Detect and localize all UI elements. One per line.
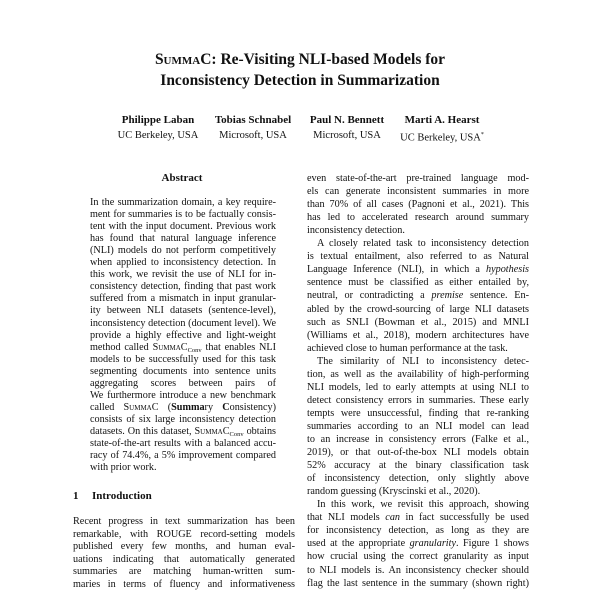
text-line: consists of six large inconsistency detection bbox=[90, 413, 276, 425]
text-segment: neutral, or contradicting a bbox=[307, 290, 432, 302]
text-line: achieved close to human performance at the task. bbox=[307, 342, 508, 354]
text-segment: obtains bbox=[243, 425, 276, 437]
text-line: with prior work. bbox=[90, 462, 157, 474]
text-line: NLI models, led to early attempts at using NLI to bbox=[307, 381, 529, 393]
text-line: suffered from a mismatch in input granular- bbox=[90, 293, 276, 305]
text-line: such as SNLI (Bowman et al., 2015) and MNLI bbox=[307, 316, 529, 328]
text-line: summaries are matching human-written sum- bbox=[73, 566, 295, 578]
text-line: A closely related task to inconsistency detection bbox=[317, 238, 529, 250]
text-segment: Conv bbox=[229, 430, 244, 438]
text-segment: ry bbox=[204, 401, 223, 413]
text-segment: Language Inference (NLI), in which a bbox=[307, 264, 486, 276]
paper-title-line-2: Inconsistency Detection in Summarization bbox=[160, 72, 440, 89]
text-line: ity between NLI datasets (sentence-level), bbox=[90, 305, 276, 317]
author-name: Paul N. Bennett bbox=[309, 114, 385, 126]
text-line: consistency detection, finding that past work bbox=[90, 281, 276, 293]
method-name: SummaC bbox=[123, 401, 159, 413]
text-segment: hypothesis bbox=[485, 264, 529, 276]
text-segment: Conv bbox=[187, 346, 202, 354]
text-line: 52% accuracy at the binary classification task bbox=[307, 460, 529, 472]
author-name: Tobias Schnabel bbox=[214, 114, 292, 126]
text-line: to NLI models is. An inconsistency checker should bbox=[307, 564, 529, 576]
text-segment: ( bbox=[158, 401, 172, 413]
author-affiliation bbox=[382, 129, 502, 145]
author-name: Marti A. Hearst bbox=[404, 114, 480, 126]
text-line bbox=[90, 426, 276, 438]
text-line: racy of 74.4%, a 5% improvement compared bbox=[90, 450, 276, 462]
text-line: In this work, we revisit this approach, showing bbox=[317, 499, 529, 511]
text-line: for inconsistency detection, as long as they are bbox=[307, 525, 529, 537]
method-name: SummaC bbox=[154, 51, 212, 68]
affiliation-text: UC Berkeley, USA bbox=[117, 130, 199, 141]
text-line: random guessing (Kryscinski et al., 2020). bbox=[307, 486, 481, 498]
text-line: has led to accelerated research around summary bbox=[307, 212, 529, 224]
text-line bbox=[307, 538, 529, 550]
text-segment: sentence. En- bbox=[463, 290, 529, 302]
text-line: 2019), or that out-of-the-box NLI models obtain bbox=[307, 447, 529, 459]
text-segment: C bbox=[222, 401, 230, 413]
text-segment: granularity bbox=[409, 538, 456, 550]
affiliation-text: Microsoft, USA bbox=[313, 130, 381, 141]
text-segment: premise bbox=[431, 290, 464, 302]
footnote-mark: * bbox=[480, 132, 484, 138]
text-segment: : Re-Visiting NLI-based Models for bbox=[211, 51, 446, 68]
text-line: tempts were unsuccessful, finding that re-ranking bbox=[307, 407, 529, 419]
text-line: detect consistency errors in summaries. These early bbox=[307, 394, 529, 406]
text-line: aggregating scores between pairs of bbox=[90, 377, 276, 389]
text-line: published every few months, and human eval- bbox=[73, 541, 295, 553]
text-line bbox=[90, 342, 276, 354]
affiliation-text: Microsoft, USA bbox=[219, 130, 287, 141]
text-line: models to be successfully used for this task bbox=[90, 353, 276, 365]
text-line: We furthermore introduce a new benchmark bbox=[90, 389, 276, 401]
text-line: than 70% of all cases (Pagnoni et al., 2021). This bbox=[307, 199, 529, 211]
text-line: remarkable, with ROUGE record-setting models bbox=[73, 528, 295, 540]
text-line: of inconsistency detection, only slightly above bbox=[307, 473, 529, 485]
text-segment: datasets. On this dataset, bbox=[90, 425, 195, 437]
text-line: uations indicating that automatically generated bbox=[73, 553, 295, 565]
text-line: tion, as well as the availability of high-performing bbox=[307, 368, 529, 380]
text-segment: Summa bbox=[171, 401, 205, 413]
paper-title-line-1 bbox=[0, 51, 600, 69]
text-line: sentence must be classified as either entailed by, bbox=[307, 277, 529, 289]
text-segment: . Figure 1 shows bbox=[456, 538, 529, 550]
text-segment: that enables NLI bbox=[201, 341, 276, 353]
method-name: SummaC bbox=[152, 341, 188, 353]
author-name: Philippe Laban bbox=[121, 114, 195, 126]
text-line: The similarity of NLI to inconsistency detec- bbox=[317, 355, 529, 367]
text-line: inconsistency detection (document level). We bbox=[90, 317, 276, 329]
text-line: (NLI) models do not perform competitively bbox=[90, 245, 276, 257]
text-line: els can generate inconsistent summaries in more bbox=[307, 186, 529, 198]
text-line: In the summarization domain, a key require- bbox=[90, 197, 276, 208]
text-segment: can bbox=[385, 512, 401, 524]
text-line: tent with the input document. Previous work bbox=[90, 221, 276, 233]
text-line: has found that natural language inference bbox=[90, 233, 276, 245]
section-number: 1 bbox=[73, 490, 79, 502]
text-segment: in fact successfully be used bbox=[400, 512, 529, 524]
text-line: provide a highly effective and light-weight bbox=[90, 329, 276, 341]
text-line: state-of-the-art results with a balanced accu- bbox=[90, 438, 276, 449]
text-line: to an increase in consistency errors (Falke et al., bbox=[307, 434, 529, 445]
text-line: even state-of-the-art pre-trained language mod- bbox=[307, 173, 529, 184]
text-line bbox=[90, 402, 276, 414]
affiliation-text: UC Berkeley, USA bbox=[400, 132, 481, 144]
text-line: maries in terms of fluency and informativeness bbox=[73, 579, 295, 590]
text-segment: that NLI models bbox=[307, 512, 386, 524]
text-line: how crucial using the correct granularity as input bbox=[307, 551, 529, 563]
text-segment: called bbox=[90, 401, 124, 413]
text-line: is textual entailment, also referred to as Natural bbox=[307, 251, 529, 263]
text-segment: method called bbox=[90, 341, 153, 353]
text-segment: onsistency) bbox=[229, 401, 276, 413]
text-line bbox=[307, 290, 529, 302]
abstract-heading: Abstract bbox=[161, 172, 203, 184]
text-segment: used at the appropriate bbox=[307, 538, 410, 550]
text-line bbox=[307, 512, 529, 524]
text-line: segmenting documents into sentence units bbox=[90, 365, 276, 377]
text-line bbox=[307, 264, 529, 276]
text-line: ment for summaries is to be factually consis- bbox=[90, 209, 276, 221]
text-line: summaries according to an NLI model can lead bbox=[307, 420, 529, 432]
text-line: (Williams et al., 2018), modern architectures have bbox=[307, 329, 529, 341]
text-line: abled by the crowd-sourcing of large NLI datasets bbox=[307, 303, 529, 315]
text-line: inconsistency detection. bbox=[307, 225, 405, 237]
text-line: when applied to inconsistency detection. In bbox=[90, 257, 276, 269]
text-line: this work, we revisit the use of NLI for in- bbox=[90, 269, 276, 281]
section-heading-introduction: Introduction bbox=[92, 490, 152, 502]
method-name: SummaC bbox=[194, 425, 230, 437]
text-line: Recent progress in text summarization has been bbox=[73, 516, 295, 527]
text-line: flag the last sentence in the summary (shown right) bbox=[307, 577, 529, 589]
